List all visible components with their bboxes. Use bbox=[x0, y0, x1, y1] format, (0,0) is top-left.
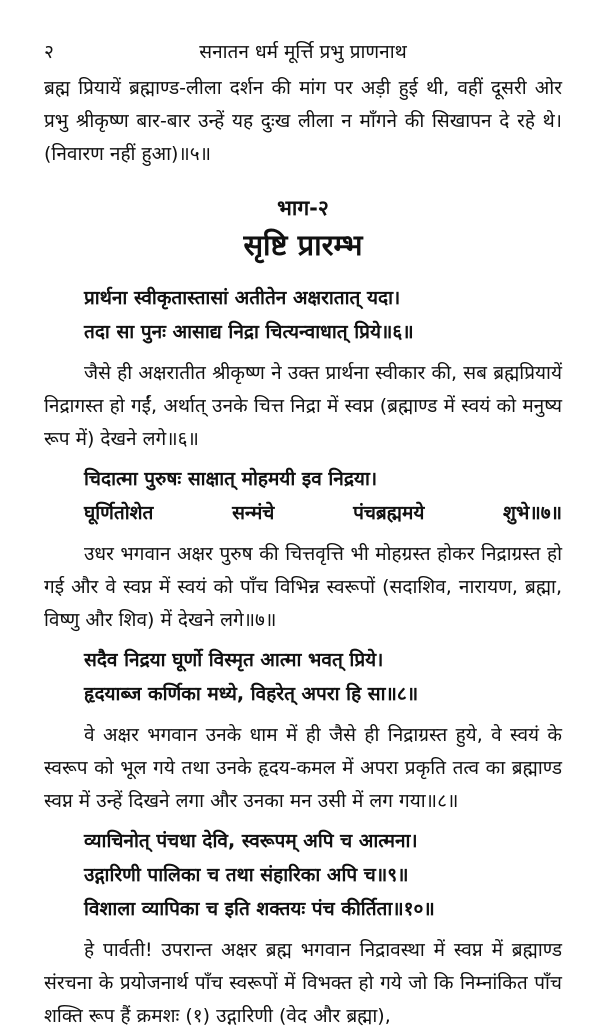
commentary-10: हे पार्वती! उपरान्त अक्षर ब्रह्म भगवान निद्रावस्था में स्वप्न में ब्रह्माण्ड संरचना के प्रयोजनार्थ पाँच स्वरूपों में विभक्त हो गये जो कि निम्नांकित पाँच शक्ति रूप हैं क्रमशः (१) उद्गारिणी (वेद और ब्रह्मा), bbox=[44, 939, 562, 1027]
verse-6 bbox=[44, 281, 562, 349]
verse-line: सदैव निद्रया घूर्णो विस्मृत आत्मा भवत् प्रिये। bbox=[84, 649, 384, 671]
commentary-8: वे अक्षर भगवान उनके धाम में ही जैसे ही निद्राग्रस्त हुये, वे स्वयं के स्वरूप को भूल गये तथा उनके हृदय-कमल में अपरा प्रकृति तत्व का ब्रह्माण्ड स्वप्न में उन्हें दिखने लगा और उनका मन उसी में लग गया॥८॥ bbox=[44, 724, 562, 812]
continuation-paragraph: ब्रह्म प्रियायें ब्रह्माण्ड-लीला दर्शन की मांग पर अड़ी हुई थी, वहीं दूसरी ओर प्रभु श्रीकृष्ण बार-बार उन्हें यह दुःख लीला न माँगने की सिखापन दे रहे थे। (निवारण नहीं हुआ)॥५॥ bbox=[44, 77, 562, 165]
verse-word: घूर्णितोशेत bbox=[84, 502, 154, 524]
verse-word: सन्मंचे bbox=[232, 502, 275, 524]
verse-line: तदा सा पुनः आसाद्य निद्रा चित्यन्वाधात् प्रिये॥६॥ bbox=[84, 321, 414, 343]
verse-line: व्याचिनोत् पंचधा देवि, स्वरूपम् अपि च आत्मना। bbox=[84, 830, 418, 852]
verse-7 bbox=[44, 462, 562, 530]
verse-line: चिदात्मा पुरुषः साक्षात् मोहमयी इव निद्रया। bbox=[84, 468, 378, 490]
verse-line: हृदयाब्ज कर्णिका मध्ये, विहरेत् अपरा हि सा॥८॥ bbox=[84, 683, 419, 705]
verse-line: प्रार्थना स्वीकृतास्तासां अतीतेन अक्षरातात् यदा। bbox=[84, 287, 401, 309]
part-label: भाग-२ bbox=[277, 196, 329, 220]
commentary-6: जैसे ही अक्षरातीत श्रीकृष्ण ने उक्त प्रार्थना स्वीकार की, सब ब्रह्मप्रियायें निद्रागस्त हो गईं, अर्थात् उनके चित्त निद्रा में स्वप्न (ब्रह्माण्ड में स्वयं को मनुष्य रूप में) देखने लगे॥६॥ bbox=[44, 362, 562, 450]
page-number: २ bbox=[44, 41, 54, 63]
verse-line bbox=[84, 496, 562, 530]
section-title: सृष्टि प्रारम्भ bbox=[243, 228, 363, 262]
verse-line: विशाला व्यापिका च इति शक्तयः पंच कीर्तिता॥१०॥ bbox=[84, 898, 435, 920]
verse-line: उद्गारिणी पालिका च तथा संहारिका अपि च॥९॥ bbox=[84, 864, 409, 886]
page-header bbox=[44, 38, 562, 64]
verse-word: शुभे॥७॥ bbox=[503, 502, 562, 524]
verse-9-10 bbox=[44, 824, 562, 926]
page-body bbox=[44, 72, 562, 1033]
verse-8 bbox=[44, 643, 562, 711]
verse-word: पंचब्रह्ममये bbox=[353, 502, 425, 524]
running-title: सनातन धर्म मूर्त्ति प्रभु प्राणनाथ bbox=[199, 41, 407, 63]
commentary-7: उधर भगवान अक्षर पुरुष की चित्तवृत्ति भी मोहग्रस्त होकर निद्राग्रस्त हो गई और वे स्वप्न में स्वयं को पाँच विभिन्न स्वरूपों (सदाशिव, नारायण, ब्रह्मा, विष्णु और शिव) में देखने लगे॥७॥ bbox=[44, 543, 562, 631]
